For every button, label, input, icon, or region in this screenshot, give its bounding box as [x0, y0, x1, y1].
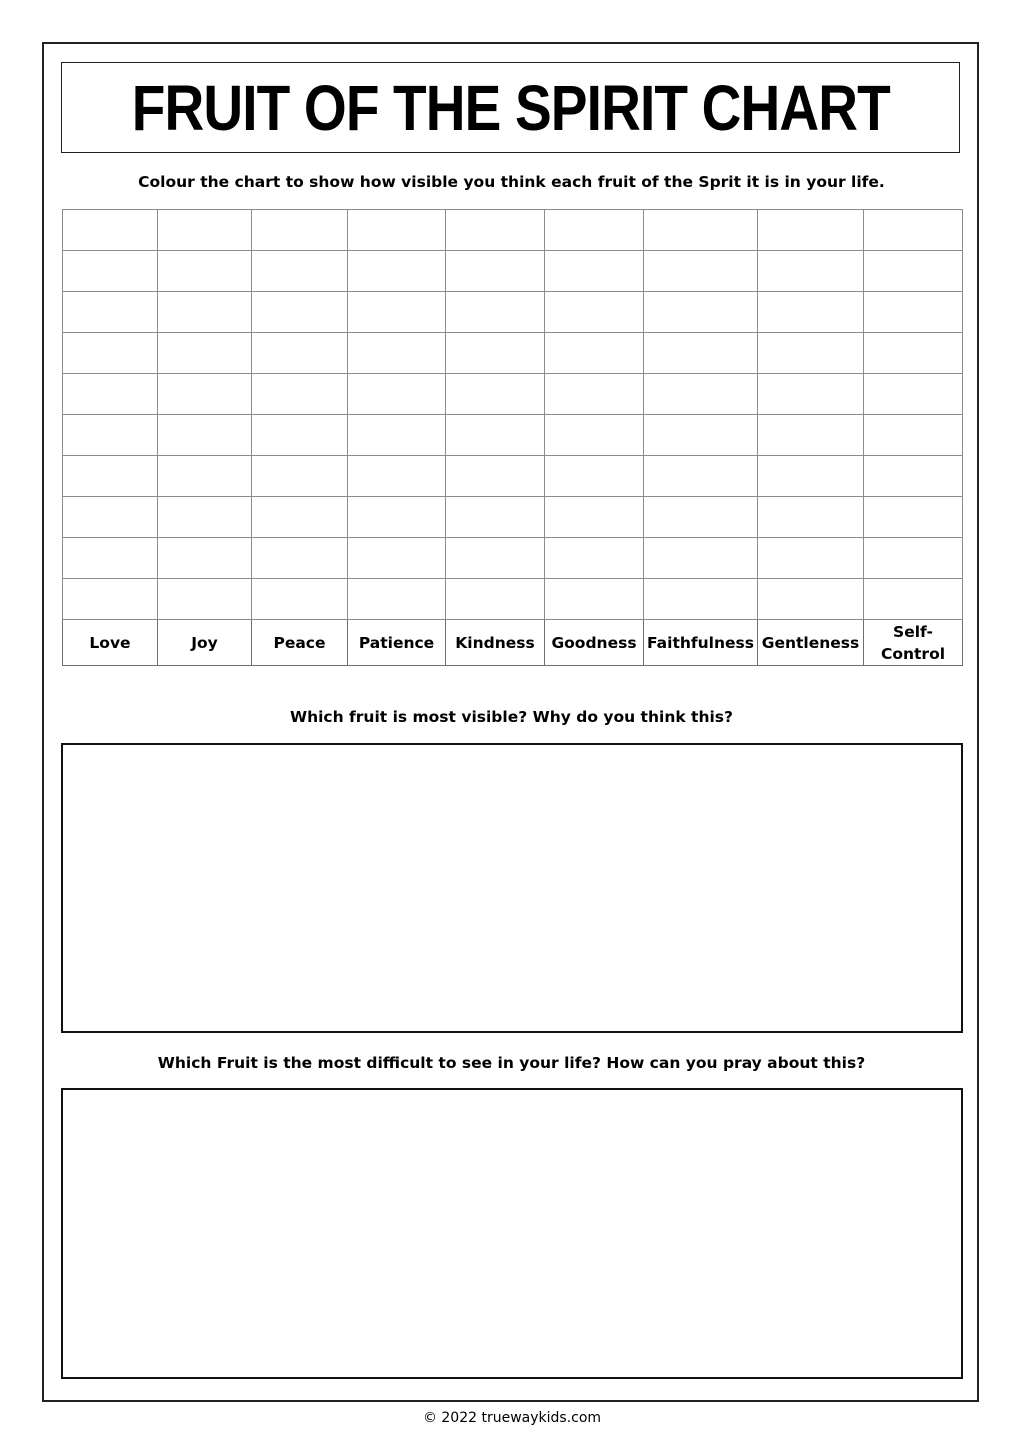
chart-cell[interactable]: [644, 538, 758, 579]
chart-cell[interactable]: [158, 374, 252, 415]
fruit-label-line: Patience: [358, 633, 435, 652]
chart-cell[interactable]: [158, 538, 252, 579]
chart-cell[interactable]: [348, 456, 446, 497]
chart-cell[interactable]: [446, 210, 545, 251]
chart-cell[interactable]: [545, 333, 644, 374]
fruit-label: [158, 620, 252, 666]
fruit-label-line: Kindness: [455, 633, 535, 652]
fruit-label-line: Joy: [191, 633, 218, 652]
chart-cell[interactable]: [63, 456, 158, 497]
fruit-label: [545, 620, 644, 666]
chart-cell[interactable]: [758, 579, 864, 620]
fruit-label-line: Peace: [273, 633, 326, 652]
chart-cell[interactable]: [644, 415, 758, 456]
chart-cell[interactable]: [63, 579, 158, 620]
fruit-label: [644, 620, 758, 666]
question-most-difficult: Which Fruit is the most difficult to see in your life? How can you pray about this?: [157, 1054, 866, 1072]
chart-cell[interactable]: [63, 538, 158, 579]
chart-cell[interactable]: [158, 292, 252, 333]
chart-cell[interactable]: [644, 374, 758, 415]
chart-cell[interactable]: [63, 251, 158, 292]
chart-instruction: Colour the chart to show how visible you think each fruit of the Sprit it is in your life.: [138, 173, 885, 191]
chart-cell[interactable]: [63, 333, 158, 374]
chart-cell[interactable]: [348, 497, 446, 538]
chart-cell[interactable]: [758, 374, 864, 415]
chart-cell[interactable]: [252, 456, 348, 497]
fruit-label: [63, 620, 158, 666]
footer-copyright: © 2022 truewaykids.com: [422, 1410, 602, 1426]
chart-cell[interactable]: [446, 456, 545, 497]
chart-cell[interactable]: [348, 415, 446, 456]
fruit-chart-grid: [62, 209, 963, 666]
answer-box-most-difficult[interactable]: [61, 1088, 963, 1379]
chart-cell[interactable]: [864, 251, 963, 292]
chart-cell[interactable]: [758, 333, 864, 374]
chart-cell[interactable]: [252, 415, 348, 456]
chart-cell[interactable]: [864, 210, 963, 251]
chart-cell[interactable]: [864, 374, 963, 415]
chart-row: [63, 538, 963, 579]
answer-box-most-visible[interactable]: [61, 743, 963, 1033]
chart-cell[interactable]: [252, 497, 348, 538]
chart-cell[interactable]: [158, 456, 252, 497]
chart-cell[interactable]: [864, 333, 963, 374]
chart-row: [63, 497, 963, 538]
fruit-label: [252, 620, 348, 666]
chart-cell[interactable]: [864, 415, 963, 456]
chart-row: [63, 292, 963, 333]
chart-cell[interactable]: [758, 415, 864, 456]
fruit-label-line: Faithfulness: [647, 633, 754, 652]
fruit-label-line: Control: [880, 644, 946, 663]
chart-cell[interactable]: [864, 456, 963, 497]
chart-cell[interactable]: [446, 497, 545, 538]
chart-cell[interactable]: [252, 538, 348, 579]
chart-cell[interactable]: [644, 210, 758, 251]
chart-row: [63, 210, 963, 251]
chart-cell[interactable]: [158, 333, 252, 374]
chart-cell[interactable]: [252, 333, 348, 374]
chart-cell[interactable]: [864, 497, 963, 538]
chart-cell[interactable]: [644, 579, 758, 620]
fruit-label-line: Love: [89, 633, 131, 652]
chart-cell[interactable]: [63, 292, 158, 333]
chart-cell[interactable]: [758, 497, 864, 538]
chart-cell[interactable]: [758, 538, 864, 579]
chart-cell[interactable]: [545, 210, 644, 251]
page-title: FRUIT OF THE SPIRIT CHART: [131, 71, 890, 144]
chart-cell[interactable]: [63, 497, 158, 538]
chart-cell[interactable]: [446, 292, 545, 333]
chart-cell[interactable]: [348, 374, 446, 415]
chart-cell[interactable]: [446, 374, 545, 415]
chart-cell[interactable]: [446, 579, 545, 620]
chart-row: [63, 374, 963, 415]
question-most-visible: Which fruit is most visible? Why do you think this?: [289, 708, 734, 726]
chart-cell[interactable]: [63, 415, 158, 456]
chart-cell[interactable]: [348, 579, 446, 620]
chart-row: [63, 456, 963, 497]
chart-cell[interactable]: [545, 374, 644, 415]
chart-cell[interactable]: [446, 415, 545, 456]
chart-cell[interactable]: [644, 497, 758, 538]
fruit-label: [758, 620, 864, 666]
chart-cell[interactable]: [252, 579, 348, 620]
chart-cell[interactable]: [158, 579, 252, 620]
chart-cell[interactable]: [446, 333, 545, 374]
chart-cell[interactable]: [348, 333, 446, 374]
chart-row: [63, 333, 963, 374]
title-box: [61, 62, 960, 153]
chart-cell[interactable]: [644, 456, 758, 497]
chart-cell[interactable]: [864, 538, 963, 579]
chart-cell[interactable]: [348, 292, 446, 333]
chart-cell[interactable]: [348, 210, 446, 251]
fruit-label: [348, 620, 446, 666]
chart-cell[interactable]: [864, 292, 963, 333]
chart-cell[interactable]: [63, 210, 158, 251]
chart-cell[interactable]: [644, 292, 758, 333]
chart-cell[interactable]: [545, 292, 644, 333]
chart-cell[interactable]: [446, 251, 545, 292]
chart-cell[interactable]: [348, 251, 446, 292]
chart-row: [63, 251, 963, 292]
chart-cell[interactable]: [252, 374, 348, 415]
chart-cell[interactable]: [758, 456, 864, 497]
chart-cell[interactable]: [252, 210, 348, 251]
chart-cell[interactable]: [545, 538, 644, 579]
chart-cell[interactable]: [545, 456, 644, 497]
chart-label-row: [63, 620, 963, 666]
chart-cell[interactable]: [158, 210, 252, 251]
chart-cell[interactable]: [63, 374, 158, 415]
chart-cell[interactable]: [348, 538, 446, 579]
fruit-label: [864, 620, 963, 666]
chart-cell[interactable]: [158, 497, 252, 538]
chart-cell[interactable]: [252, 251, 348, 292]
chart-cell[interactable]: [252, 292, 348, 333]
chart-cell[interactable]: [758, 292, 864, 333]
chart-cell[interactable]: [644, 251, 758, 292]
chart-row: [63, 415, 963, 456]
chart-cell[interactable]: [545, 497, 644, 538]
chart-cell[interactable]: [158, 251, 252, 292]
chart-cell[interactable]: [644, 333, 758, 374]
chart-cell[interactable]: [545, 415, 644, 456]
chart-cell[interactable]: [545, 579, 644, 620]
chart-cell[interactable]: [158, 415, 252, 456]
chart-cell[interactable]: [545, 251, 644, 292]
fruit-label: [446, 620, 545, 666]
fruit-label-line: Goodness: [551, 633, 637, 652]
chart-cell[interactable]: [446, 538, 545, 579]
chart-row: [63, 579, 963, 620]
fruit-label-line: Gentleness: [761, 633, 860, 652]
fruit-label-line: Self-: [893, 622, 933, 641]
chart-cell[interactable]: [758, 210, 864, 251]
chart-cell[interactable]: [864, 579, 963, 620]
chart-cell[interactable]: [758, 251, 864, 292]
